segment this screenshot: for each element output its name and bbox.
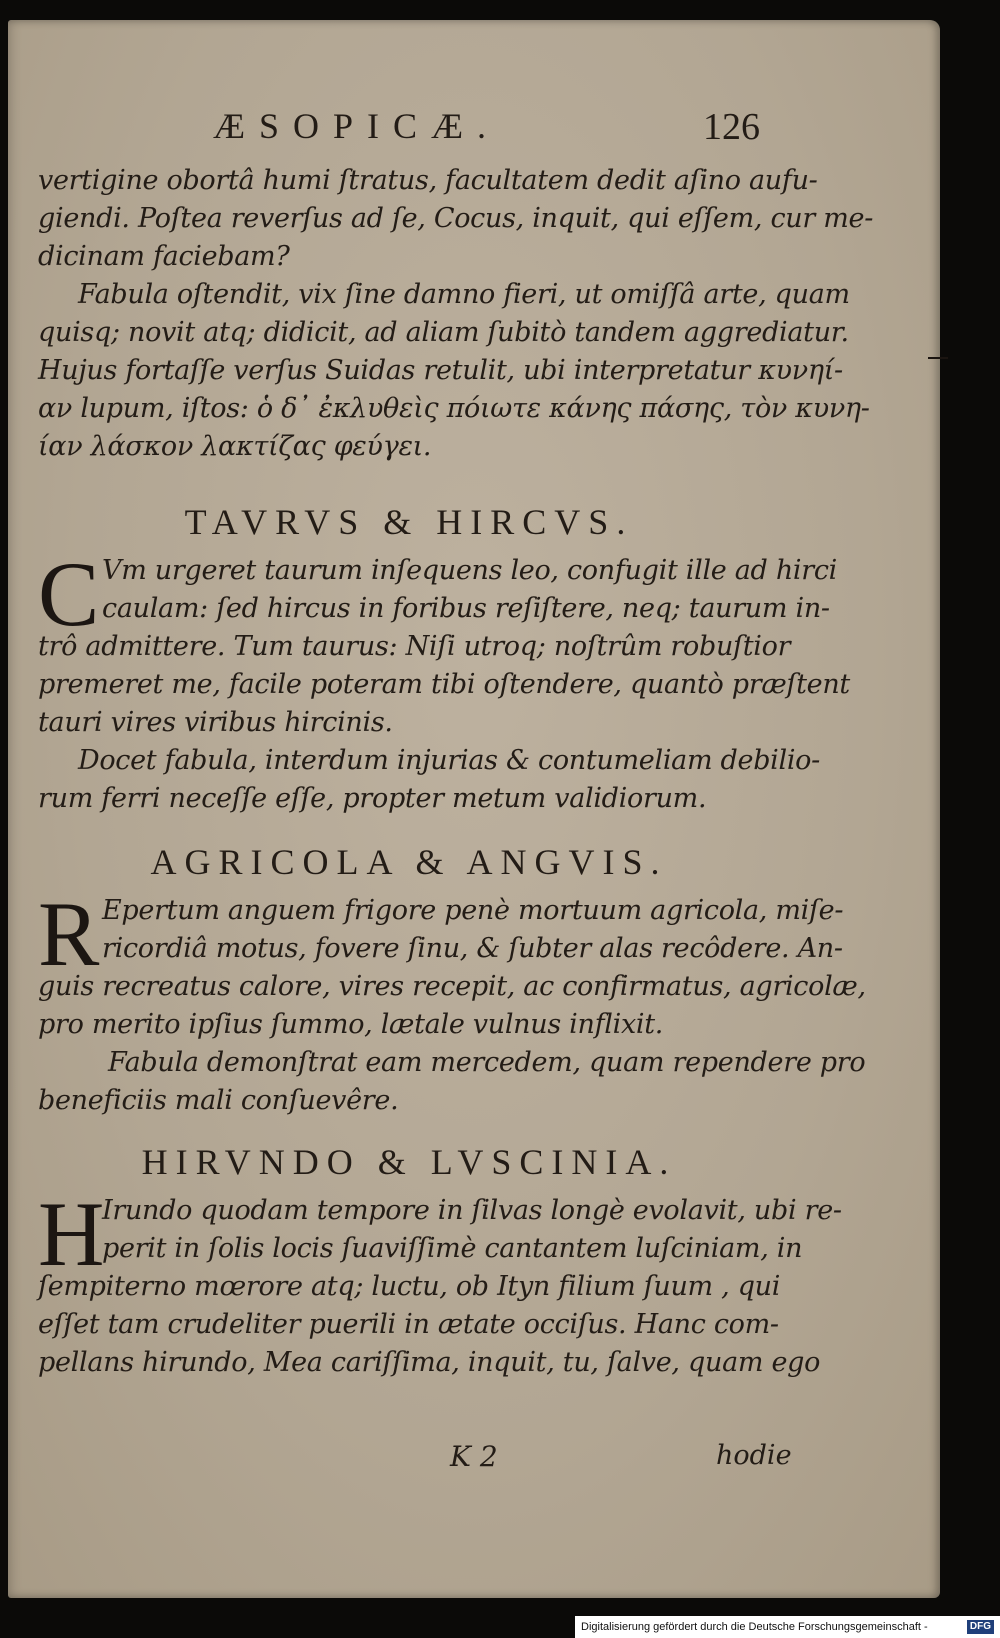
- text-line: ίαν λάσκον λακτίζας φεύγει.: [38, 431, 432, 462]
- fable-title: AGRICOLA & ANGVIS.: [150, 842, 668, 882]
- text-line: premeret me, facile poteram tibi oſtendere, quantò præſtent: [38, 669, 850, 700]
- fable-title: TAVRVS & HIRCVS.: [184, 502, 634, 542]
- text-line: Irundo quodam tempore in ſilvas longè evolavit, ubi re-: [102, 1195, 842, 1226]
- drop-cap: C: [38, 543, 100, 645]
- text-line: dicinam faciebam?: [38, 241, 290, 272]
- moral-line: rum ferri neceſſe eſſe, propter metum validiorum.: [38, 783, 707, 814]
- text-line: Hujus fortaſſe verſus Suidas retulit, ubi interpretatur κυνηί-: [38, 355, 843, 386]
- text-line: guis recreatus calore, vires recepit, ac confirmatus, agricolæ,: [38, 971, 866, 1002]
- text-line: quisq; novit atq; didicit, ad aliam ſubitò tandem aggrediatur.: [38, 317, 849, 348]
- fable-body: [38, 543, 850, 818]
- text-line: Epertum anguem frigore penè mortuum agricola, miſe-: [102, 895, 844, 926]
- text-line: eſſet tam crudeliter puerili in ætate occiſus. Hanc com-: [38, 1309, 779, 1340]
- drop-cap: R: [38, 883, 100, 985]
- text-line: vertigine obortâ humi ſtratus, facultatem dedit aſino aufu-: [38, 165, 818, 196]
- text-line: ſempiterno mœrore atq; luctu, ob Ityn filium ſuum , qui: [38, 1271, 781, 1302]
- book-page: [8, 20, 940, 1598]
- moral-line: Fabula demonſtrat eam mercedem, quam rependere pro: [108, 1047, 866, 1078]
- page-number: 126: [703, 106, 760, 148]
- intro-text: [38, 162, 874, 466]
- fable-body: [38, 1183, 842, 1382]
- text-line: αν lupum, iſtos: ὁ δ᾽ ἐκλυθεὶς πόιωτε κάνης πάσης, τὸν κυνη-: [38, 393, 870, 424]
- text-line: perit in ſolis locis ſuaviſſimè cantantem luſciniam, in: [102, 1233, 803, 1264]
- page-edge-mark: [928, 357, 948, 359]
- text-line: tauri vires viribus hircinis.: [38, 707, 393, 738]
- running-title: ÆSOPICÆ.: [213, 106, 501, 146]
- signature-mark: K 2: [450, 1440, 498, 1473]
- text-line: caulam: ſed hircus in foribus reſiſtere, neq; taurum in-: [102, 593, 830, 624]
- fable-agricola-anguis: [38, 832, 866, 1120]
- catchword: hodie: [716, 1440, 792, 1471]
- moral-line: Fabula oſtendit, vix ſine damno fieri, ut omiſſâ arte, quam: [78, 279, 850, 310]
- digitization-credit-text: Digitalisierung gefördert durch die Deutsche Forschungsgemeinschaft -: [581, 1621, 928, 1633]
- page-footer-marks: [8, 1440, 940, 1480]
- text-line: giendi. Poſtea reverſus ad ſe, Cocus, inquit, qui eſſem, cur me-: [38, 203, 874, 234]
- digitization-credit-bar: [575, 1616, 1000, 1638]
- moral-line: Docet fabula, interdum injurias & contumeliam debilio-: [78, 745, 820, 776]
- text-line: ricordiâ motus, fovere ſinu, & ſubter alas recôdere. An-: [102, 933, 843, 964]
- fable-body: [38, 883, 866, 1120]
- fable-taurus-hircus: [38, 492, 850, 818]
- fable-title: HIRVNDO & LVSCINIA.: [141, 1142, 677, 1182]
- fable-hirundo-luscinia: [38, 1132, 842, 1382]
- text-line: trô admittere. Tum taurus: Niſi utroq; noſtrûm robuſtior: [38, 631, 791, 662]
- page-header: [8, 105, 940, 165]
- text-line: pellans hirundo, Mea cariſſima, inquit, tu, ſalve, quam ego: [38, 1347, 821, 1378]
- moral-line: beneficiis mali conſuevêre.: [38, 1085, 399, 1116]
- dfg-logo: DFG: [967, 1620, 994, 1634]
- text-line: pro merito ipſius ſummo, lætale vulnus inflixit.: [38, 1009, 664, 1040]
- text-line: Vm urgeret taurum inſequens leo, confugit ille ad hirci: [102, 555, 838, 586]
- drop-cap: H: [38, 1183, 105, 1285]
